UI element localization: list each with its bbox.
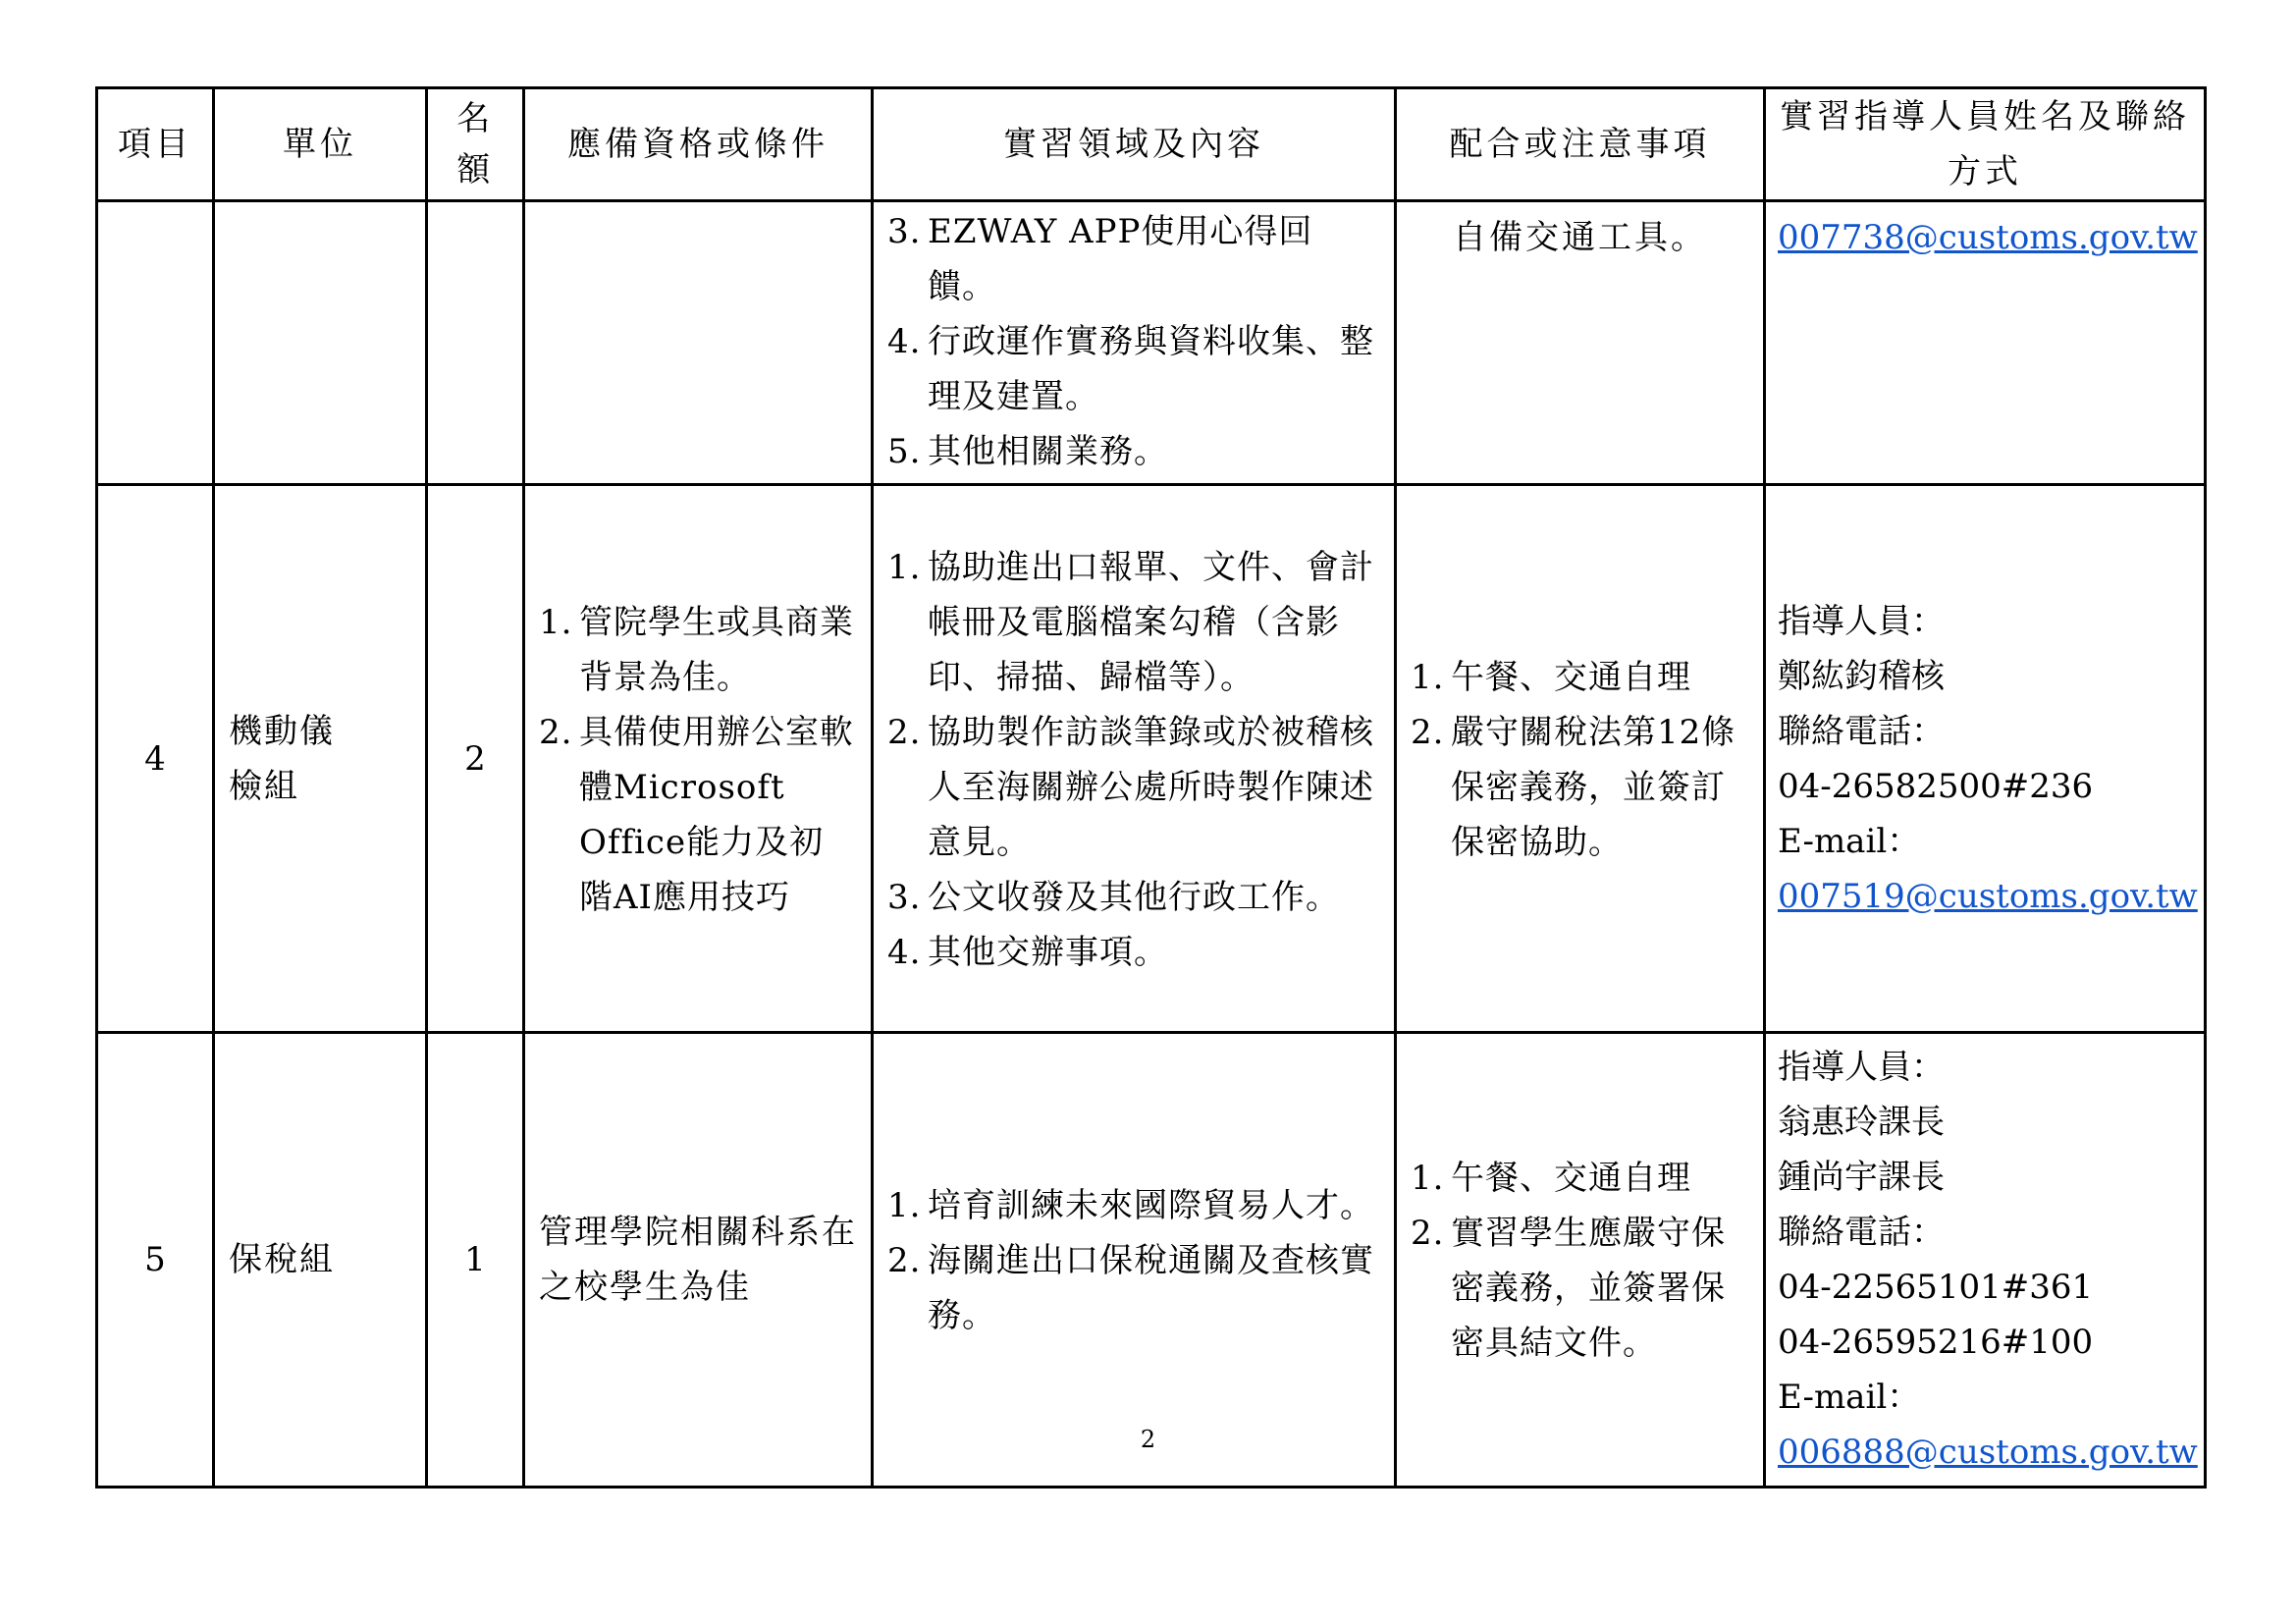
list-text: 公文收發及其他行政工作。: [928, 877, 1340, 917]
email-link[interactable]: 007738@customs.gov.tw: [1778, 218, 2198, 257]
notes-list: [1397, 644, 1763, 874]
content-list: [874, 1172, 1394, 1347]
cell-content: [873, 485, 1396, 1033]
list-item: [539, 595, 857, 705]
qualifications-list: [525, 589, 871, 929]
email-label: E-mail：: [1778, 821, 1921, 861]
phone-number: 04-26582500#236: [1778, 766, 2094, 806]
internship-table: [95, 86, 2207, 1489]
phone-number: 04-22565101#361: [1778, 1268, 2094, 1307]
cell-empty: [214, 201, 427, 485]
contact-name: 鄭紘鈞稽核: [1778, 656, 1945, 696]
list-number: 2.: [887, 712, 922, 752]
cell-notes: [1396, 201, 1765, 485]
header-quota-text: 名額: [456, 99, 495, 189]
contact-block: [1766, 1034, 2204, 1486]
list-text: 行政運作實務與資料收集、整理及建置。: [928, 322, 1374, 416]
list-text: 其他交辦事項。: [928, 932, 1168, 972]
notes-list: [1397, 1145, 1763, 1375]
content-list: [874, 202, 1394, 483]
header-contact-text: 實習指導人員姓名及聯絡方式: [1780, 97, 2190, 191]
cell-qualifications: [524, 1033, 873, 1488]
list-number: 1.: [1411, 1159, 1445, 1198]
list-text: 嚴守關稅法第12條保密義務，並簽訂保密協助。: [1451, 712, 1736, 862]
header-contact: [1765, 88, 2206, 201]
table-row: [97, 485, 2206, 1033]
contact-name: 翁惠玲課長: [1778, 1103, 1945, 1142]
cell-quota: 1: [427, 1033, 524, 1488]
list-item: [887, 925, 1380, 980]
list-text: 其他相關業務。: [928, 432, 1168, 471]
list-item: [887, 314, 1380, 424]
list-text: 具備使用辦公室軟體Microsoft Office能力及初階AI應用技巧: [579, 712, 854, 917]
cell-unit: [214, 485, 427, 1033]
list-text: 協助進出口報單、文件、會計帳冊及電腦檔案勾稽（含影印、掃描、歸檔等）。: [928, 547, 1374, 697]
email-link[interactable]: 006888@customs.gov.tw: [1778, 1433, 2198, 1472]
page-number: 2: [1140, 1426, 1156, 1453]
list-number: 1.: [887, 547, 922, 587]
header-content: 實習領域及內容: [873, 88, 1396, 201]
cell-quota: 2: [427, 485, 524, 1033]
contact-block: [1766, 588, 2204, 930]
list-number: 2.: [539, 712, 573, 752]
list-text: 海關進出口保稅通關及查核實務。: [928, 1241, 1374, 1335]
list-text: 協助製作訪談筆錄或於被稽核人至海關辦公處所時製作陳述意見。: [928, 712, 1374, 862]
list-text: EZWAY APP使用心得回饋。: [928, 212, 1313, 306]
header-row: [97, 88, 2206, 201]
phone-number: 04-26595216#100: [1778, 1323, 2094, 1362]
cell-notes: [1396, 485, 1765, 1033]
list-item: [887, 204, 1380, 314]
list-text: 管院學生或具商業背景為佳。: [579, 602, 854, 697]
list-number: 4.: [887, 322, 922, 361]
list-item: [1411, 1206, 1749, 1371]
email-label: E-mail：: [1778, 1378, 1921, 1417]
list-item: [887, 1233, 1380, 1343]
continuation-row: [97, 201, 2206, 485]
list-item: [1411, 705, 1749, 870]
list-number: 3.: [887, 877, 922, 917]
list-number: 5.: [887, 432, 922, 471]
cell-contact: [1765, 1033, 2206, 1488]
phone-label: 聯絡電話：: [1778, 711, 1945, 751]
list-number: 3.: [887, 212, 922, 251]
list-text: 午餐、交通自理: [1451, 1159, 1691, 1198]
table-row: [97, 1033, 2206, 1488]
unit-text: 機動儀檢組: [229, 711, 335, 806]
cell-item-number: 4: [97, 485, 214, 1033]
content-list: [874, 534, 1394, 984]
cell-qualifications: [524, 485, 873, 1033]
contact-name: 鍾尚宇課長: [1778, 1158, 1945, 1197]
cell-content: [873, 1033, 1396, 1488]
email-link[interactable]: 007519@customs.gov.tw: [1778, 876, 2198, 916]
list-number: 1.: [887, 1186, 922, 1225]
list-text: 實習學生應嚴守保密義務，並簽署保密具結文件。: [1451, 1214, 1726, 1363]
list-number: 4.: [887, 932, 922, 972]
list-item: [887, 540, 1380, 705]
list-item: [887, 870, 1380, 925]
cell-unit: [214, 1033, 427, 1488]
list-number: 2.: [1411, 712, 1445, 752]
cell-contact: [1765, 201, 2206, 485]
header-quota: [427, 88, 524, 201]
list-item: [539, 705, 857, 925]
list-number: 2.: [887, 1241, 922, 1280]
cell-content: [873, 201, 1396, 485]
list-item: [1411, 1151, 1749, 1206]
list-number: 1.: [539, 602, 573, 642]
header-qualifications: 應備資格或條件: [524, 88, 873, 201]
header-unit: 單位: [214, 88, 427, 201]
contact-label: 指導人員：: [1778, 1048, 1945, 1087]
list-item: [887, 424, 1380, 479]
qualifications-text: 管理學院相關科系在之校學生為佳: [539, 1213, 857, 1307]
cell-empty: [427, 201, 524, 485]
header-notes: 配合或注意事項: [1396, 88, 1765, 201]
list-text: 午餐、交通自理: [1451, 657, 1691, 697]
list-item: [887, 705, 1380, 870]
list-number: 2.: [1411, 1214, 1445, 1253]
list-text: 培育訓練未來國際貿易人才。: [928, 1186, 1374, 1225]
phone-label: 聯絡電話：: [1778, 1213, 1945, 1252]
unit-text: 保稅組: [229, 1240, 335, 1279]
cell-item-number: 5: [97, 1033, 214, 1488]
contact-label: 指導人員：: [1778, 601, 1945, 641]
header-item: 項目: [97, 88, 214, 201]
cell-contact: [1765, 485, 2206, 1033]
list-number: 1.: [1411, 657, 1445, 697]
list-item: [887, 1178, 1380, 1233]
list-item: [1411, 650, 1749, 705]
notes-text: 自備交通工具。: [1453, 218, 1707, 257]
cell-notes: [1396, 1033, 1765, 1488]
cell-empty: [97, 201, 214, 485]
cell-empty: [524, 201, 873, 485]
